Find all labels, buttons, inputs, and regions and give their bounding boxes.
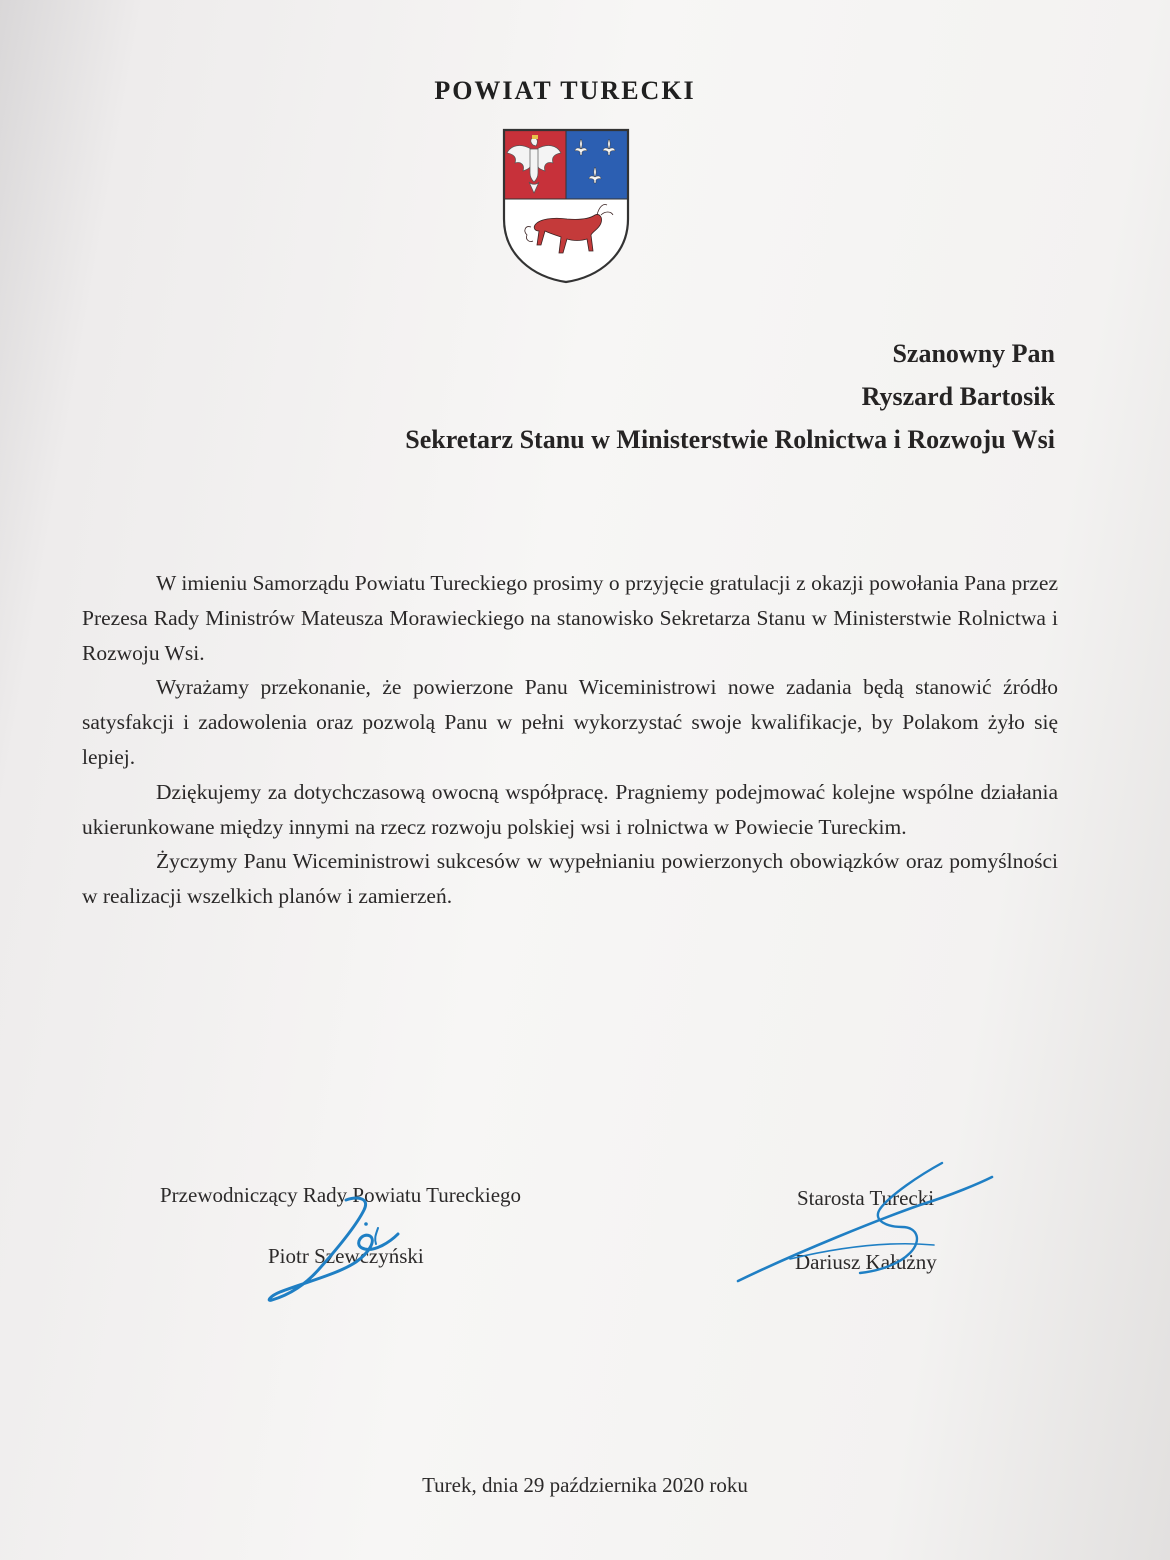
signatory-left-role: Przewodniczący Rady Powiatu Tureckiego bbox=[160, 1183, 522, 1207]
signatory-right-name: Dariusz Kałużny bbox=[795, 1250, 937, 1274]
addressee-position: Sekretarz Stanu w Ministerstwie Rolnictwa i Rozwoju Wsi bbox=[405, 425, 1055, 454]
addressee-salutation: Szanowny Pan bbox=[892, 339, 1055, 368]
signature-right-icon bbox=[730, 1155, 1000, 1295]
signature-left-icon bbox=[258, 1188, 438, 1318]
letterhead-title: POWIAT TURECKI bbox=[434, 76, 696, 105]
coat-of-arms-icon bbox=[501, 127, 631, 285]
paragraph-2: Wyrażamy przekonanie, że powierzone Panu Wiceministrowi nowe zadania będą stanowić źródło satysfakcji i zadowolenia oraz pozwolą Panu w pełni wykorzystać swoje kwalifikacje, by Polakom żyło się lepiej. bbox=[82, 675, 1058, 769]
date-line: Turek, dnia 29 października 2020 roku bbox=[422, 1473, 748, 1497]
paragraph-3: Dziękujemy za dotychczasową owocną współpracę. Pragniemy podejmować kolejne wspólne działania ukierunkowane między innymi na rzecz rozwoju polskiej wsi i rolnictwa w Powiecie Tureckim. bbox=[82, 779, 1058, 839]
addressee-block bbox=[405, 332, 1055, 461]
paragraph-4: Życzymy Panu Wiceministrowi sukcesów w wypełnianiu powierzonych obowiązków oraz pomyślności w realizacji wszelkich planów i zamierzeń. bbox=[82, 849, 1058, 909]
signatory-left-name: Piotr Szewczyński bbox=[268, 1244, 424, 1268]
signatory-right-role: Starosta Turecki bbox=[797, 1186, 935, 1210]
letter-body bbox=[82, 566, 1058, 914]
addressee-name: Ryszard Bartosik bbox=[861, 382, 1055, 411]
paragraph-1: W imieniu Samorządu Powiatu Tureckiego prosimy o przyjęcie gratulacji z okazji powołania Pana przez Prezesa Rady Ministrów Mateusza Morawieckiego na stanowisko Sekretarza Stanu w Ministerstwie Rolnictwa i Rozwoju Wsi. bbox=[82, 571, 1058, 665]
